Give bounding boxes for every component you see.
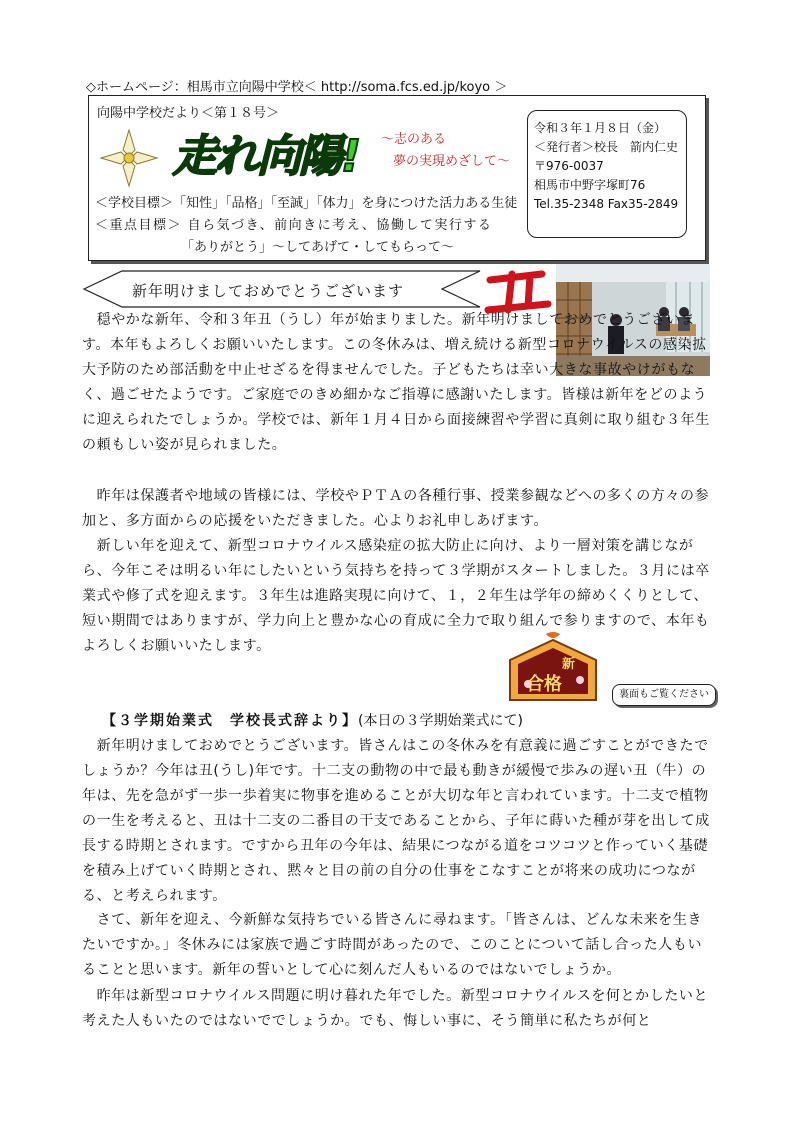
speech-paragraph-2: さて、新年を迎え、今新鮮な気持ちでいる皆さんに尋ねます。「皆さんは、どんな未来を生きたいですか。」冬休みには家族で過ごす時間があったので、このことについて話し合った人もいることと思います。新年の誓いとして心に刻んだ人もいるのではないでしょうか。 [82,912,703,978]
slogan: 「ありがとう」～してあげて・してもらって～ [181,240,455,255]
ema-plaque-icon [506,632,600,702]
speech-note: (本日の３学期始業式にて) [358,713,523,729]
speech-title: 【３学期始業式 学校長式辞より】 [102,713,358,729]
speech-paragraph-1: 新年明けましておめでとうございます。皆さんはこの冬休みを有意義に過ごすことができたでしょうか？今年は丑(うし)年です。十二支の動物の中で最も動きが緩慢で歩みの遅い丑（牛）の年は、先を急がず一歩一歩着実に物事を進めることが大切な年と言われています。十二支で植物の一生を考えると、丑は十二支の二番目の干支であることから、子年に蒔いた種が芽を出して成長する時期とされます。ですから丑年の今年は、結果につながる道をコツコツと作っていく基礎を積み上げていく時期とされ、黙々と目の前の自分の仕事をこなすことが将来の成功につながる、と考えられます。 [82,738,710,904]
focus-goal: ＜重点目標＞ 自ら気づき、前向きに考え、協働して実行する [95,218,493,233]
speech-paragraph-3: 昨年は新型コロナウイルス問題に明け暮れた年でした。新型コロナウイルスを何とかしたいと考えた人もいたのではないででしょうか。でも、悔しい事に、そう簡単に私たちが何と [82,988,709,1029]
ema-bottom-text: 合格 [526,674,562,695]
postal-code: 〒976-0037 [534,159,604,173]
school-goal: ＜学校目標＞「知性」「品格」「至誠」「体力」を身につけた活力ある生徒 [95,196,518,211]
publisher-info [527,110,687,238]
speech-heading [102,710,523,730]
homepage-url: ◇ホームページ：相馬市立向陽中学校＜ http://soma.fcs.ed.jp/koyo ＞ [86,80,508,95]
issue-number: 向陽中学校だより＜第１８号＞ [97,106,280,121]
greeting-paragraph-1: 穏やかな新年、令和３年丑（うし）年が始まりました。新年明けましておめでとうございます。本年もよろしくお願いいたします。この冬休みは、増え続ける新型コロナウイルスの感染拡大予防のため部活動を中止せざるを得ませんでした。子どもたちは幸い大きな事故やけがもなく、過ごせたようです。ご家庭でのきめ細かなご指導に感謝いたします。皆様は新年をどのように迎えられたでしょうか。学校では、新年１月４日から面接練習や学習に真剣に取り組む３年生の頼もしい姿が見られました。 [82,312,710,453]
publisher: ＜発行者＞校長 箭内仁史 [534,140,679,154]
subtitle-line2: 夢の実現めざして～ [393,154,511,169]
see-back-note: 裏面もご覧ください [612,684,716,706]
ox-label: 丑 [482,266,483,267]
issue-date: 令和３年１月８日（金） [534,121,667,135]
ema-top-text: 新 [562,657,576,672]
greeting-paragraph-3: 新しい年を迎えて、新型コロナウイルス感染症の拡大防止に向け、より一層対策を講じながら、今年こそは明るい年にしたいという気持ちを持って３学期がスタートしました。３月には卒業式や修了式を迎えます。３年生は進路実現に向けて、１，２年生は学年の締めくくりとして、短い期間ではありますが、学力向上と豊かな心の育成に全力で取り組んで参りますので、本年もよろしくお願いいたします。 [82,538,710,654]
address: 相馬市中野字塚町76 [534,178,646,192]
subtitle-line1: ～志のある [381,132,447,147]
newsletter-title: 走れ向陽! [173,131,360,182]
school-emblem-icon [99,128,159,188]
greeting-paragraph-2: 昨年は保護者や地域の皆様には、学校やＰＴＡの各種行事、授業参観などへの多くの方々の参加と、多方面からの応援をいただきました。心よりお礼申しあげます。 [82,488,710,529]
banner-heading: 新年明けましておめでとうございます [132,282,405,300]
phone-fax: Tel.35-2348 Fax35-2849 [534,197,679,211]
newsletter-header [88,95,706,261]
